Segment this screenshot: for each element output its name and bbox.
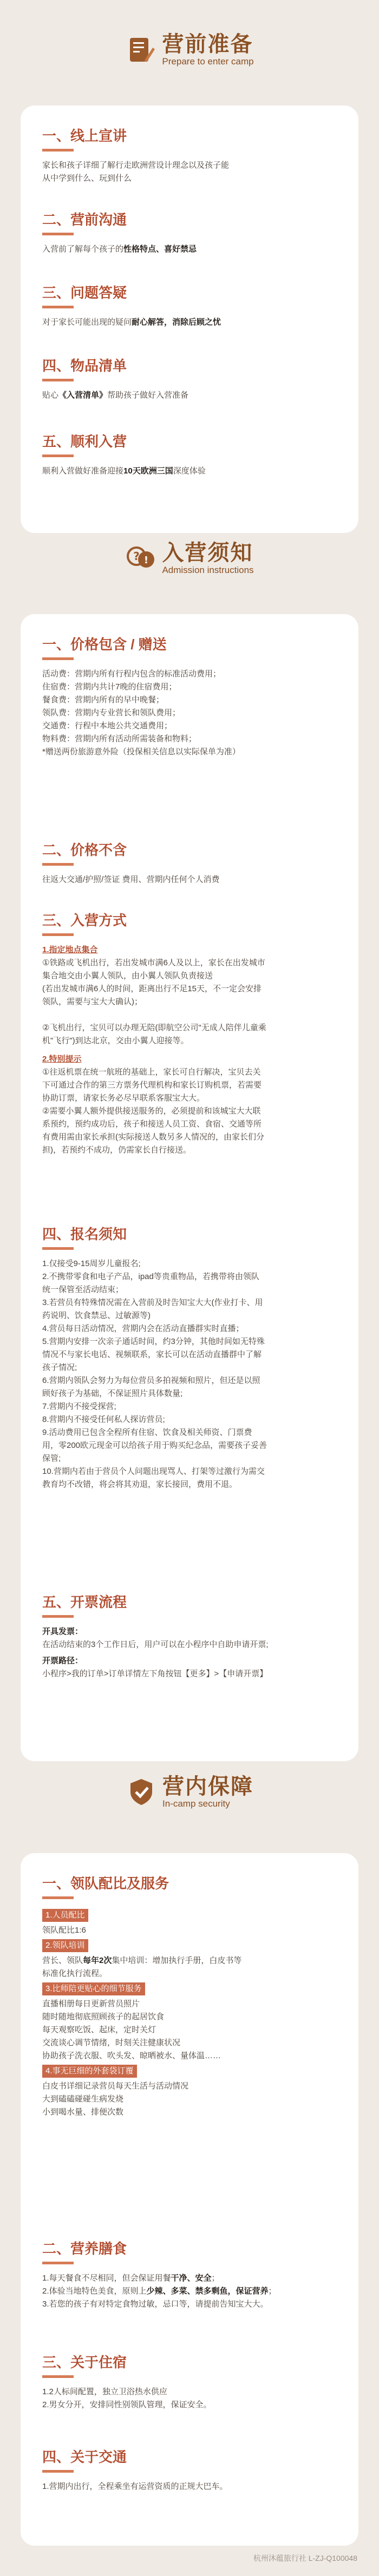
enter-sub-2: 2.特别提示	[42, 1055, 82, 1064]
text-line: 1.营期内出行，全程乘坐有运营资质的正规大巴车。	[42, 2482, 228, 2491]
team-service	[42, 1875, 339, 2119]
text-line: 下可通过合作的第三方票务代理机构和家长订购机票，若需要	[42, 1081, 262, 1090]
signup-notice	[42, 1226, 339, 1491]
text-line: ②飞机出行，宝贝可以办理无陪(即航空公司"无成人陪伴儿童乘	[42, 1023, 266, 1032]
text-line: 2.男女分开，安排同性别领队管理，保证安全。	[42, 2400, 212, 2409]
notice-header	[0, 541, 379, 576]
prepare-card	[21, 106, 358, 533]
prepare-subtitle: Prepare to enter camp	[162, 56, 254, 67]
invoice-value-2: 小程序>我的订单>订单详情左下角按钮【更多】>【申请开票】	[42, 1669, 268, 1678]
text-line: 协助订票，请家长务必尽早联系客服宝大大。	[42, 1093, 205, 1103]
traffic-title: 四、关于交通	[42, 2449, 127, 2465]
shield-check-icon	[126, 1776, 157, 1808]
title-underline	[42, 454, 74, 457]
text-line: 领队配比1:6	[42, 1926, 86, 1935]
text-line: 7.营期内不接受探营;	[42, 1402, 116, 1411]
notice-subtitle: Admission instructions	[162, 565, 254, 575]
team-service-list	[42, 1998, 339, 2063]
text-line: 3.若营员有特殊情况需在入营前及时告知宝大大(作业打卡、用	[42, 1298, 263, 1307]
title-underline	[42, 657, 74, 660]
title-underline	[42, 149, 74, 151]
text-line: 系预约，预约成功后，孩子和接送人员工资、食宿、交通等所	[42, 1119, 262, 1129]
enter-sub-1: 1.指定地点集合	[42, 945, 98, 954]
title-underline	[42, 1615, 74, 1618]
invoice-title: 五、开票流程	[42, 1594, 127, 1610]
text-line: 集合地交由小翼人领队，由小翼人领队负责接送	[42, 971, 213, 980]
text-line: 药说明、饮食禁忌、过敏源等)	[42, 1311, 151, 1320]
text-line: 活动费：营期内所有行程内包含的标准活动费用；	[42, 669, 221, 678]
title-underline	[42, 233, 74, 235]
fee-include	[42, 636, 339, 759]
traffic-list	[42, 2480, 339, 2493]
text-line: 协助孩子洗衣服、吹头发、晾晒被水、量体温……	[42, 2051, 221, 2060]
title-underline	[42, 306, 74, 308]
prepare-item-2-text: 入营前了解每个孩子的性格特点、喜好禁忌	[42, 245, 197, 254]
prepare-item-1-text-2: 从中学到什么、玩到什么	[42, 174, 132, 183]
text-line: 保管;	[42, 1454, 61, 1463]
fee-include-title: 一、价格包含 / 赠送	[42, 636, 167, 653]
text-line: 往返大交通/护照/签证 费用、营期内任何个人消费	[42, 875, 220, 884]
text-line: 2.不携带零食和电子产品，ipad等贵重物品，若携带将由领队	[42, 1272, 259, 1281]
signup-list	[42, 1257, 339, 1491]
text-line: 物料费：营期内所有活动所需装备和物料；	[42, 734, 197, 743]
text-line: 领队，需要与宝大大确认)；	[42, 997, 142, 1006]
text-line: 机"飞行")到达北京，交由小翼人迎接等。	[42, 1036, 189, 1045]
title-underline	[42, 2375, 74, 2378]
text-line: 大到磕磕碰碰生病发烧	[42, 2094, 124, 2104]
team-record-list	[42, 2080, 339, 2119]
text-line: 顾好孩子为基础，不保证照片具体数量;	[42, 1389, 183, 1398]
title-underline	[42, 1247, 74, 1250]
enter-method	[42, 912, 339, 1157]
text-line: 5.营期内安排一次亲子通话时间，约3分钟，其他时间如无特殊	[42, 1337, 265, 1346]
text-line: 9.活动费用已包含全程所有住宿、饮食及相关师资、门票费	[42, 1428, 252, 1437]
title-underline	[42, 379, 74, 381]
notebook-pen-icon	[125, 34, 156, 65]
fee-exclude	[42, 841, 339, 886]
notice-card	[21, 614, 358, 1761]
stay-title: 三、关于住宿	[42, 2354, 127, 2370]
prepare-item-3-text: 对于家长可能出现的疑问耐心解答，消除后顾之忧	[42, 318, 221, 327]
text-line: 领队费：营期内专业营长和领队费用；	[42, 708, 181, 717]
fee-exclude-list	[42, 873, 339, 886]
title-underline	[42, 2470, 74, 2473]
team-tag-ratio: 1.人员配比	[42, 1909, 88, 1922]
text-line: (若出发城市满6人的时间，距离出行不足15天，不一定会安排	[42, 984, 262, 993]
invoice-value-1: 在活动结束的3个工作日后，用户可以在小程序中自助申请开票;	[42, 1640, 269, 1649]
text-line: 住宿费：营期内共计7晚的住宿费用；	[42, 682, 177, 691]
team-ratio-text	[42, 1924, 339, 1937]
prepare-item-5-title: 五、顺利入营	[42, 433, 127, 450]
enter-list-1	[42, 957, 339, 1047]
license-footer: 杭州沐蕴旅行社 L-ZJ-Q100048	[253, 2554, 357, 2562]
svg-text:?: ?	[133, 550, 140, 563]
text-line: 随时随地彻底照顾孩子的起居饮食	[42, 2012, 165, 2021]
stay-section	[42, 2354, 339, 2412]
text-line: ①往返机票在统一航班的基础上，家长可自行解决，宝贝去关	[42, 1068, 261, 1077]
text-line: ①铁路或飞机出行，若出发城市满6人及以上，家长在出发城市	[42, 958, 265, 967]
text-line: *赠送两份旅游意外险（投保相关信息以实际保单为准）	[42, 747, 240, 756]
title-underline	[42, 933, 74, 936]
signup-title: 四、报名须知	[42, 1226, 127, 1242]
text-line: 4.营员每日活动情况，营期内会在活动直播群实时直播；	[42, 1324, 244, 1333]
prepare-item-5-text: 顺利入营做好准备迎接10天欧洲三国深度体验	[42, 466, 206, 476]
text-line: 统一保管至活动结束；	[42, 1285, 124, 1294]
food-title: 二、营养膳食	[42, 2241, 127, 2257]
text-line	[42, 1009, 339, 1022]
title-underline	[42, 863, 74, 866]
prepare-item-4	[42, 357, 339, 402]
text-line: 教育均不改错，将会将其劝退，家长接回，费用不退。	[42, 1480, 238, 1489]
text-line: 6.营期内领队会努力为每位营员多拍视频和照片，但还是以照	[42, 1376, 260, 1385]
prepare-item-2-title: 二、营前沟通	[42, 212, 127, 228]
prepare-item-1-title: 一、线上宣讲	[42, 128, 127, 144]
team-service-title: 一、领队配比及服务	[42, 1875, 169, 1892]
prepare-title: 营前准备	[162, 32, 253, 56]
text-line: 交流谈心调节情绪，时刻关注健康状况	[42, 2038, 181, 2047]
text-line: 餐食费：营期内所有的早中晚餐；	[42, 695, 165, 704]
prepare-item-1-text: 家长和孩子详细了解行走欧洲营设计理念以及孩子能	[42, 161, 230, 170]
invoice-key-2: 开票路径：	[42, 1656, 83, 1665]
text-line: 8.营期内不接受任何私人探访营员;	[42, 1415, 165, 1424]
svg-text:!: !	[144, 555, 149, 566]
enter-method-title: 三、入营方式	[42, 912, 127, 928]
text-line: 小到喝水量、排便次数	[42, 2107, 124, 2117]
fee-exclude-title: 二、价格不含	[42, 842, 127, 858]
text-line: ②需要小翼人额外提供接送服务的，必须提前和该城宝大大联	[42, 1106, 261, 1116]
text-line: 每天观察吃饭、起床，定时关灯	[42, 2025, 156, 2034]
food-section	[42, 2240, 339, 2311]
invoice-flow	[42, 1593, 339, 1681]
food-line-1: 1.每天餐食不尽相同，但会保证用餐干净、安全；	[42, 2274, 220, 2283]
fee-include-list	[42, 668, 339, 759]
invoice-key-1: 开具发票：	[42, 1627, 83, 1636]
text-line: 1.仅接受9-15周岁儿童报名;	[42, 1259, 141, 1268]
text-line: 交通费：行程中本地公共交通费用；	[42, 721, 173, 730]
question-bubble-icon	[125, 543, 156, 574]
prepare-item-4-text: 贴心《入营清单》帮助孩子做好入营准备	[42, 391, 189, 400]
team-training-text-2: 标准化执行流程。	[42, 1969, 108, 1978]
security-title: 营内保障	[162, 1775, 253, 1798]
notice-title: 入营须知	[162, 541, 253, 565]
text-line: 白皮书详细记录营员每天生活与活动情况	[42, 2081, 189, 2091]
food-line-3: 3.若您的孩子有对特定食物过敏，忌口等，请提前告知宝大大。	[42, 2300, 269, 2309]
prepare-item-3-title: 三、问题答疑	[42, 285, 127, 301]
team-training-text: 营长、领队每年2次集中培训：增加执行手册，白皮书等	[42, 1956, 242, 1965]
team-tag-training: 2.领队培训	[42, 1939, 88, 1952]
text-line: 有费用需由家长承担(实际接送人数另多人情况的，由家长们分	[42, 1132, 264, 1142]
prepare-item-2	[42, 211, 339, 256]
security-header	[0, 1775, 379, 1809]
text-line: 1.2人标间配置，独立卫浴热水供应	[42, 2387, 167, 2396]
prepare-header	[0, 32, 379, 67]
team-tag-service: 3.比师陪更贴心的细节服务	[42, 1982, 145, 1995]
stay-list	[42, 2386, 339, 2412]
title-underline	[42, 1896, 74, 1899]
text-line: 孩子情况;	[42, 1363, 77, 1372]
text-line: 直播相册每日更新营员照片	[42, 1999, 140, 2008]
text-line: 担)，若预约不成功，仍需家长自行接送。	[42, 1145, 191, 1155]
text-line: 用，零200欧元现金可以给孩子用于购买纪念品，需要孩子妥善	[42, 1441, 267, 1450]
food-line-2: 2.体验当地特色美食，原则上少辣、多菜、禁多剩鱼，保证营养；	[42, 2287, 277, 2296]
prepare-item-5	[42, 433, 339, 478]
security-subtitle: In-camp security	[162, 1798, 230, 1809]
prepare-item-3	[42, 284, 339, 329]
team-tag-record: 4.事无巨细的外套袋订覆	[42, 2065, 137, 2078]
enter-list-2	[42, 1066, 339, 1157]
traffic-section	[42, 2448, 339, 2493]
prepare-item-1	[42, 127, 339, 185]
prepare-item-4-title: 四、物品清单	[42, 358, 127, 374]
title-underline	[42, 2262, 74, 2264]
security-card	[21, 1853, 358, 2546]
text-line: 10.营期内若由于营员个人问题出现骂人、打架等过激行为需交	[42, 1467, 265, 1476]
text-line: 情况不与家长电话、视频联系，家长可以在活动直播群中了解	[42, 1350, 262, 1359]
